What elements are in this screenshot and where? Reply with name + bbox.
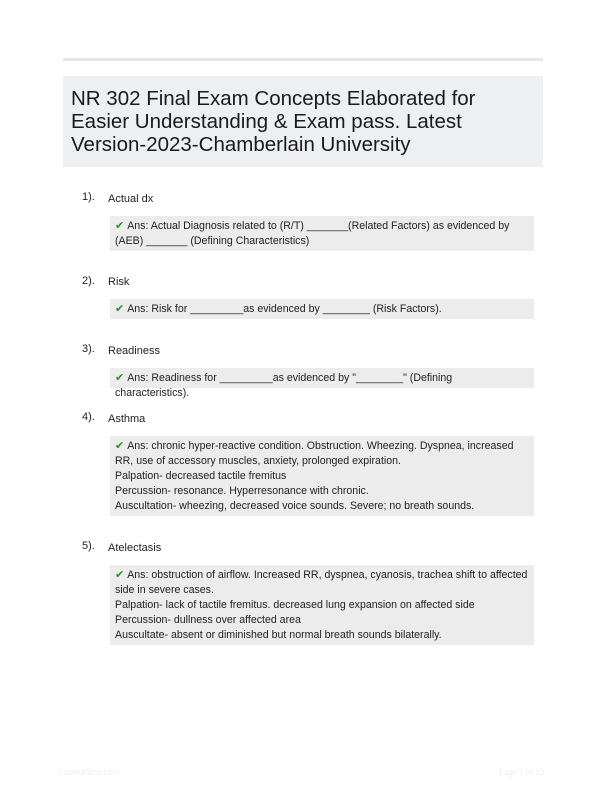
answer-line xyxy=(115,568,529,598)
answer-box xyxy=(110,436,534,516)
answer-text: Ans: Risk for _________as evidenced by ________ (Risk Factors). xyxy=(127,303,442,315)
title-banner xyxy=(63,76,543,167)
footer-page-number: Page 1 of 23 xyxy=(499,767,545,777)
question-label: Actual dx xyxy=(108,193,154,205)
top-divider xyxy=(63,58,543,61)
answer-text: Ans: chronic hyper-reactive condition. Obstruction. Wheezing. Dyspnea, increased RR, use of accessory muscles, anxiety, prolonged expiration. xyxy=(115,440,514,467)
question-label: Readiness xyxy=(108,345,160,357)
answer-box xyxy=(110,216,534,251)
answer-box xyxy=(110,299,534,319)
question-label: Atelectasis xyxy=(108,542,162,554)
answer-line xyxy=(115,371,529,401)
question-label: Risk xyxy=(108,276,130,288)
question-number: 5). xyxy=(82,540,95,552)
check-icon: ✔ xyxy=(115,440,125,452)
question-number: 4). xyxy=(82,411,95,423)
answer-text: Auscultate- absent or diminished but normal breath sounds bilaterally. xyxy=(115,629,442,641)
question-number: 3). xyxy=(82,343,95,355)
answer-line xyxy=(115,302,529,317)
document-title: NR 302 Final Exam Concepts Elaborated for Easier Understanding & Exam pass. Latest Version-2023-Chamberlain University xyxy=(71,87,476,156)
answer-text: Ans: obstruction of airflow. Increased RR, dyspnea, cyanosis, trachea shift to affected side in severe cases. xyxy=(115,569,528,596)
answer-text: Percussion- dullness over affected area xyxy=(115,614,301,626)
answer-box xyxy=(110,565,534,645)
answer-text: Palpation- lack of tactile fremitus. decreased lung expansion on affected side xyxy=(115,599,475,611)
answer-line xyxy=(115,219,529,249)
answer-text: Auscultation- wheezing, decreased voice sounds. Severe; no breath sounds. xyxy=(115,500,475,512)
check-icon: ✔ xyxy=(115,569,125,581)
question-label: Asthma xyxy=(108,413,146,425)
question-number: 2). xyxy=(82,275,95,287)
answer-line xyxy=(115,439,529,469)
answer-text: Palpation- decreased tactile fremitus xyxy=(115,470,287,482)
check-icon: ✔ xyxy=(115,372,125,384)
answer-text: Percussion- resonance. Hyperresonance with chronic. xyxy=(115,485,369,497)
question-number: 1). xyxy=(82,191,95,203)
answer-text: Ans: Actual Diagnosis related to (R/T) _______(Related Factors) as evidenced by (AEB) _______ (Defining Characteristics) xyxy=(115,220,510,247)
answer-text: Ans: Readiness for _________as evidenced by "________" (Defining characteristics). xyxy=(115,372,453,399)
check-icon: ✔ xyxy=(115,303,125,315)
footer-source: Papersflow.com xyxy=(57,767,121,777)
check-icon: ✔ xyxy=(115,220,125,232)
answer-box xyxy=(110,368,534,399)
